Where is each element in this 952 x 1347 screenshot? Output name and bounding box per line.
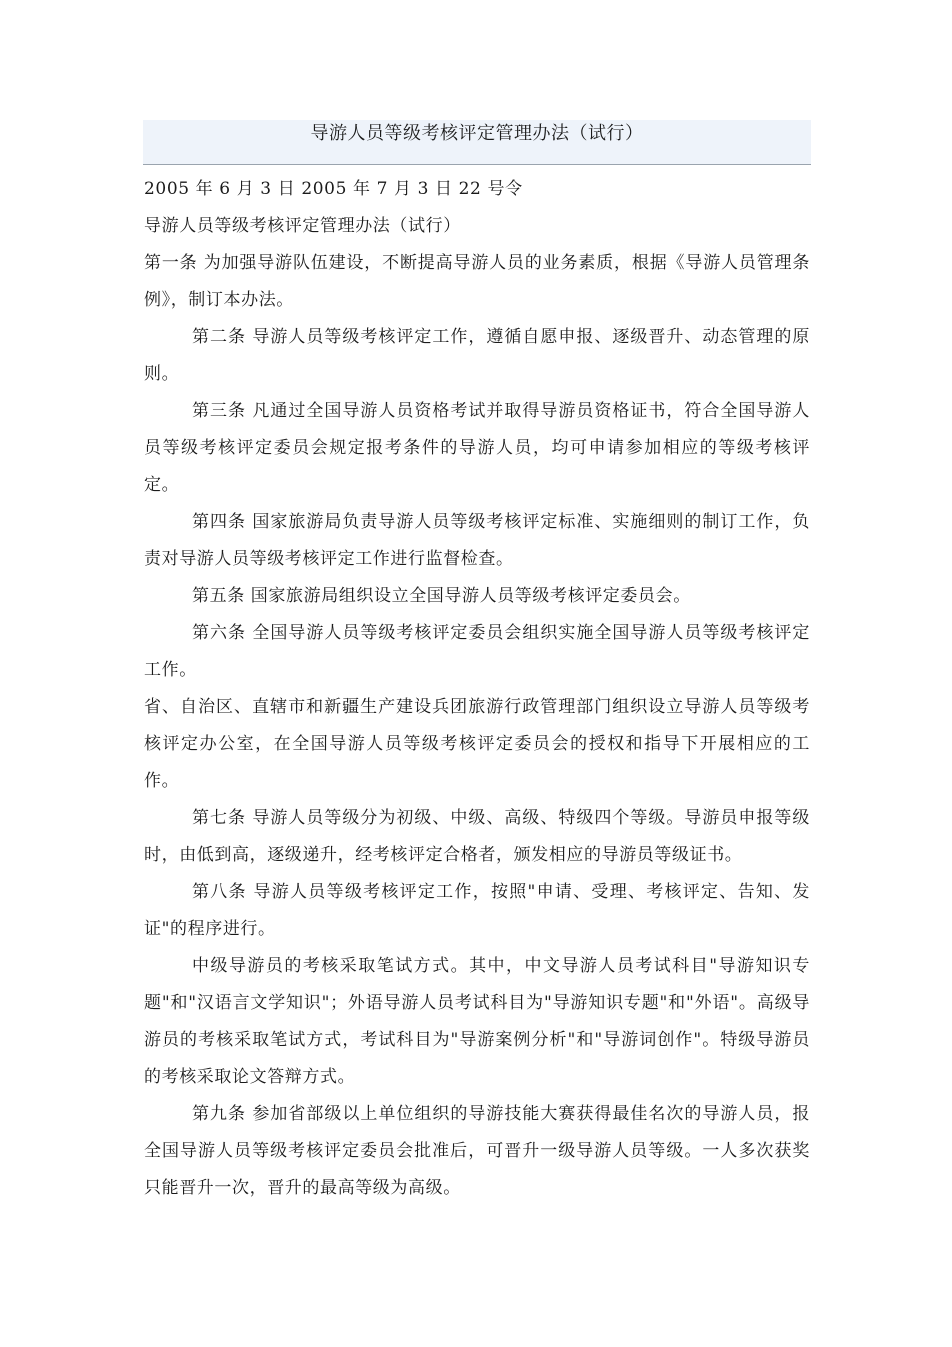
article-2-paragraph: 第二条 导游人员等级考核评定工作，遵循自愿申报、逐级晋升、动态管理的原则。 bbox=[144, 327, 810, 384]
document-meta-line: 2005 年 6 月 3 日 2005 年 7 月 3 日 22 号令 bbox=[144, 179, 523, 199]
article-4-paragraph: 第四条 国家旅游局负责导游人员等级考核评定标准、实施细则的制订工作，负责对导游人员等级考核评定工作进行监督检查。 bbox=[144, 512, 810, 569]
article-3-paragraph: 第三条 凡通过全国导游人员资格考试并取得导游员资格证书，符合全国导游人员等级考核评定委员会规定报考条件的导游人员，均可申请参加相应的等级考核评定。 bbox=[144, 401, 810, 495]
article-1-paragraph: 第一条 为加强导游队伍建设，不断提高导游人员的业务素质，根据《导游人员管理条例》，制订本办法。 bbox=[144, 253, 810, 310]
document-title: 导游人员等级考核评定管理办法（试行） bbox=[143, 120, 811, 165]
article-6-paragraph: 第六条 全国导游人员等级考核评定委员会组织实施全国导游人员等级考核评定工作。 bbox=[144, 623, 810, 680]
article-8-paragraph: 第八条 导游人员等级考核评定工作，按照"申请、受理、考核评定、告知、发证"的程序进行。 bbox=[144, 882, 810, 939]
article-9-paragraph: 第九条 参加省部级以上单位组织的导游技能大赛获得最佳名次的导游人员，报全国导游人员等级考核评定委员会批准后，可晋升一级导游人员等级。一人多次获奖只能晋升一次，晋升的最高等级为高级。 bbox=[144, 1104, 810, 1198]
article-8-exam-paragraph: 中级导游员的考核采取笔试方式。其中，中文导游人员考试科目"导游知识专题"和"汉语言文学知识"；外语导游人员考试科目为"导游知识专题"和"外语"。高级导游员的考核采取笔试方式，考试科目为"导游案例分析"和"导游词创作"。特级导游员的考核采取论文答辩方式。 bbox=[144, 956, 810, 1087]
article-5-paragraph: 第五条 国家旅游局组织设立全国导游人员等级考核评定委员会。 bbox=[192, 586, 691, 606]
document-subtitle: 导游人员等级考核评定管理办法（试行） bbox=[144, 216, 461, 236]
article-7-paragraph: 第七条 导游人员等级分为初级、中级、高级、特级四个等级。导游员申报等级时，由低到高，逐级递升，经考核评定合格者，颁发相应的导游员等级证书。 bbox=[144, 808, 810, 865]
article-6-continuation-paragraph: 省、自治区、直辖市和新疆生产建设兵团旅游行政管理部门组织设立导游人员等级考核评定办公室，在全国导游人员等级考核评定委员会的授权和指导下开展相应的工作。 bbox=[144, 697, 810, 791]
document-body bbox=[144, 171, 810, 1207]
